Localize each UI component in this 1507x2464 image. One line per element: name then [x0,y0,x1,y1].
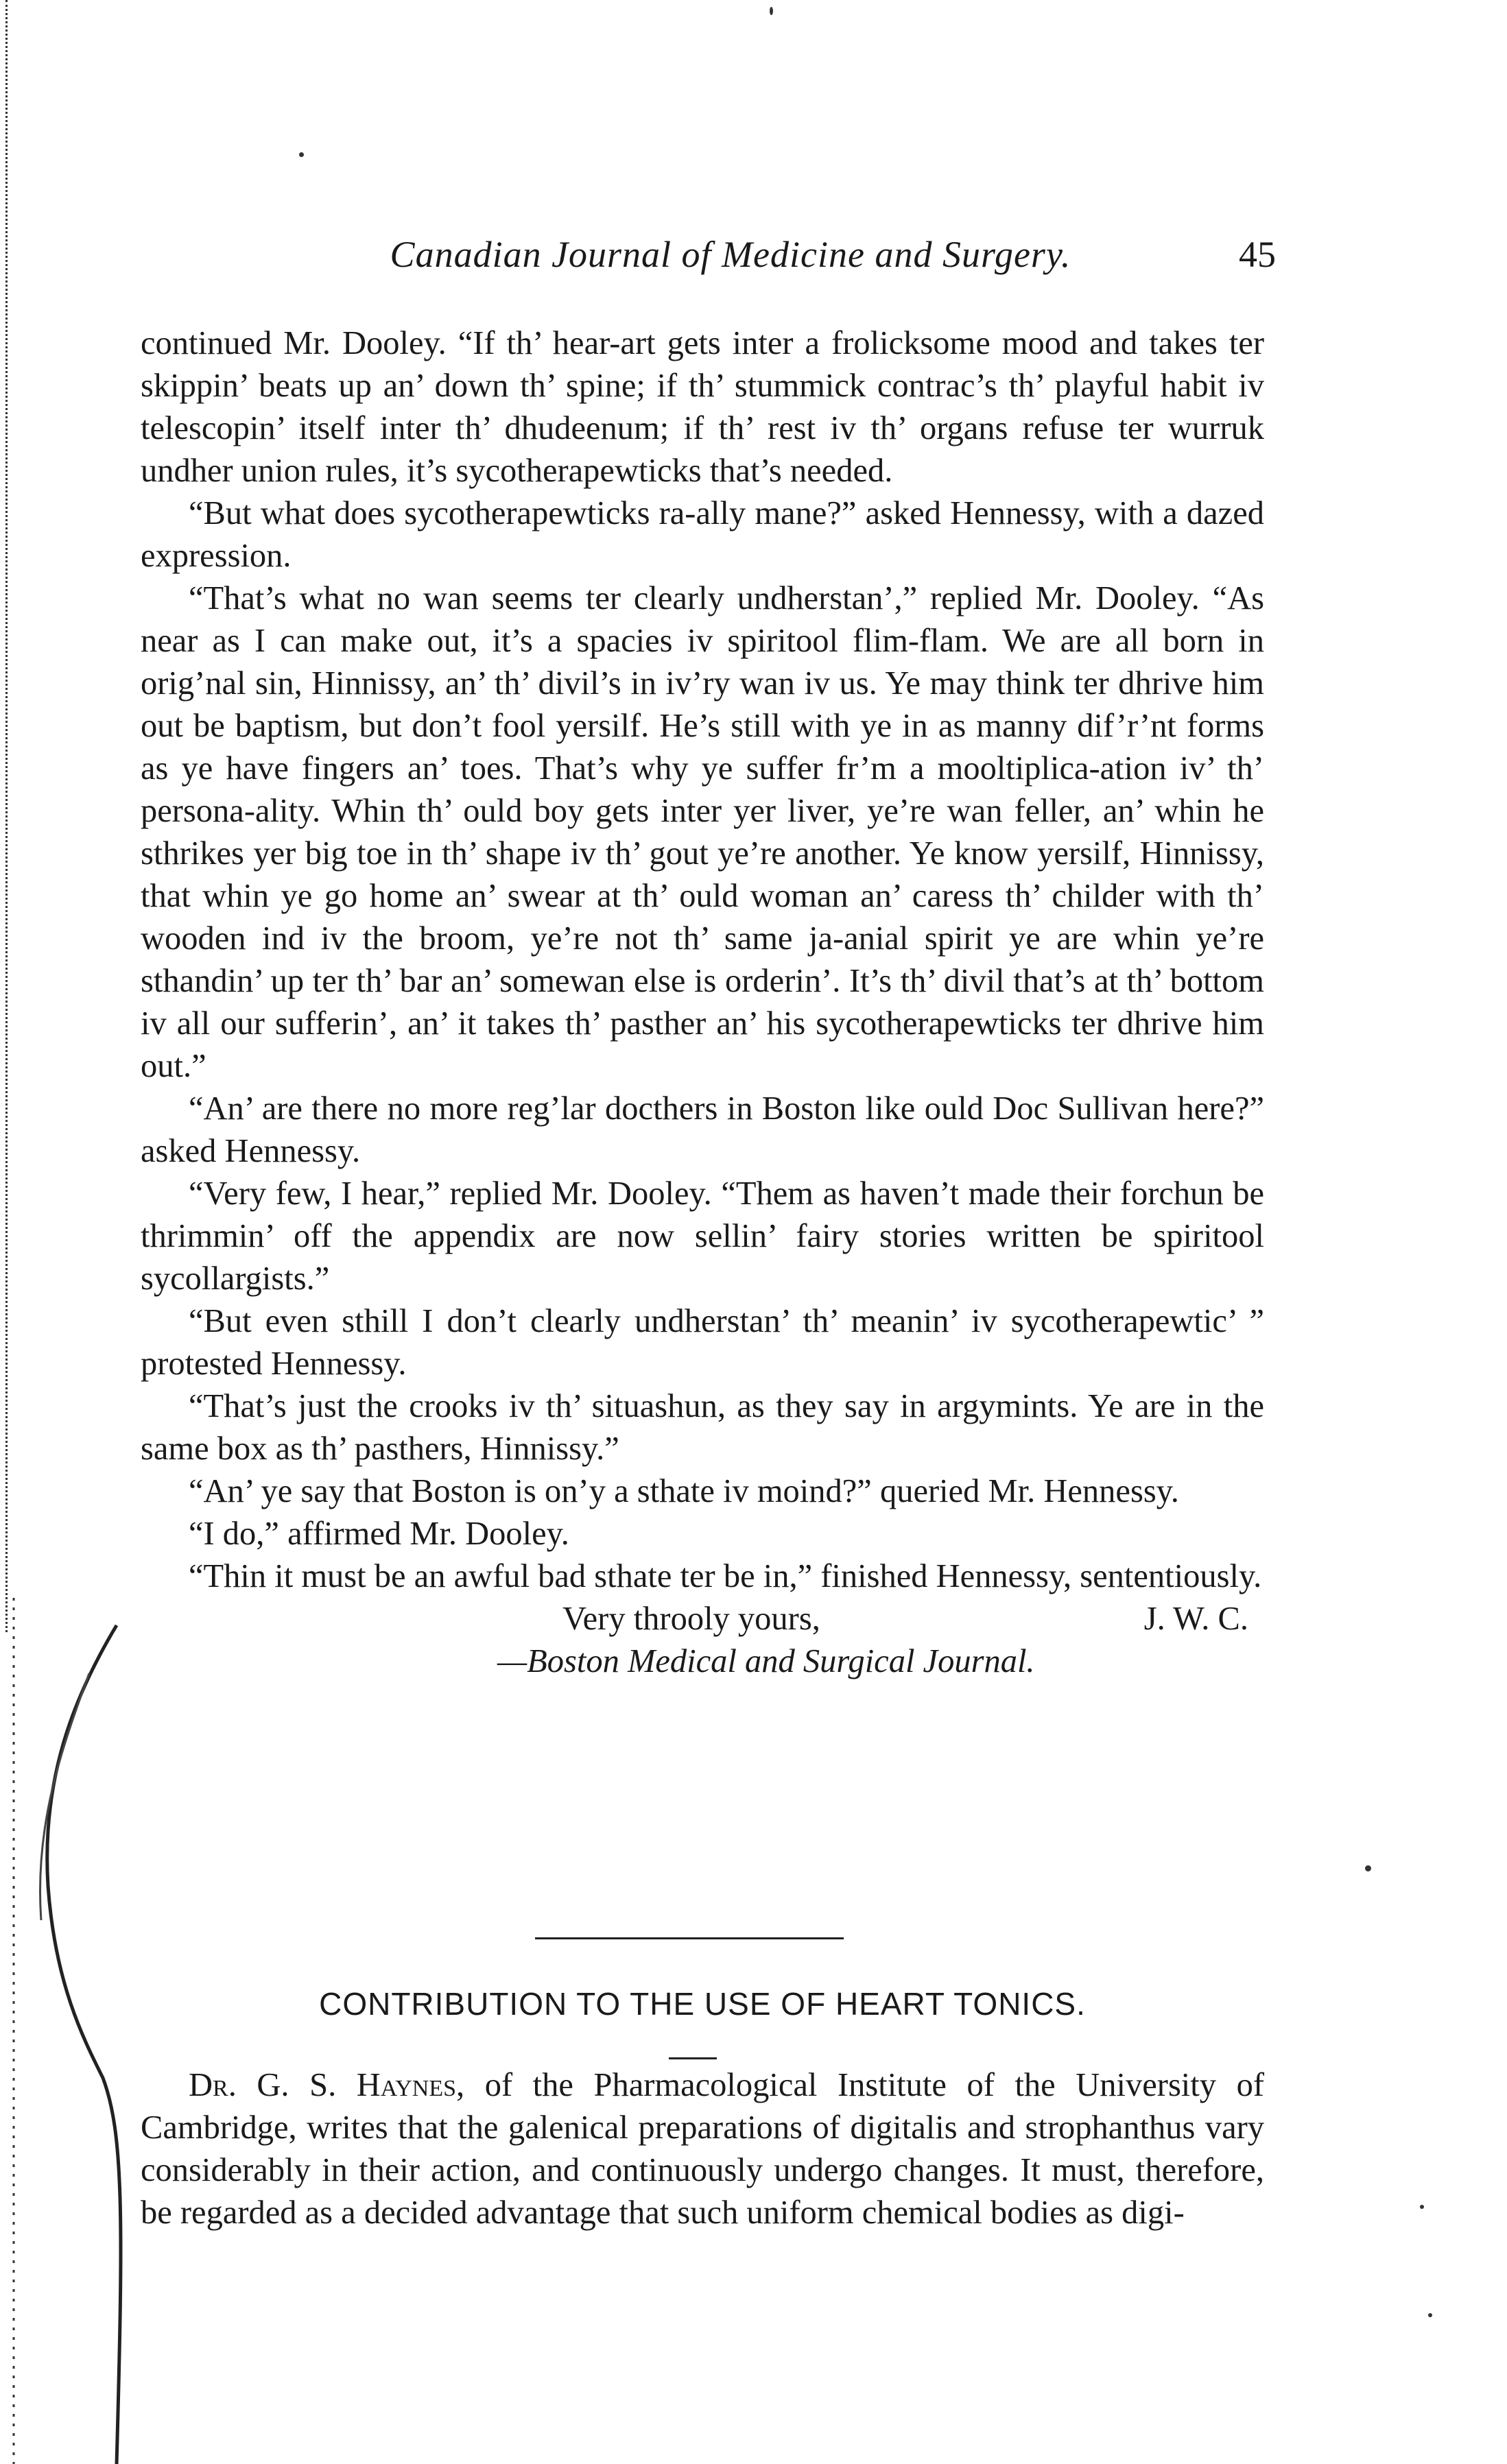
running-head [302,233,1276,288]
binding-edge [5,0,12,1632]
paragraph: “An’ are there no more reg’lar docthers in Boston like ould Doc Sullivan here?” asked Hennessy. [141,1090,1264,1169]
paragraph: “An’ ye say that Boston is on’y a sthate iv moind?” queried Mr. Hennessy. [189,1473,1179,1509]
paragraph: “Thin it must be an awful bad sthate ter be in,” finished Hennessy, sententiously. [189,1558,1262,1594]
running-title: Canadian Journal of Medicine and Surgery. [390,234,1071,275]
signature [562,1598,1248,1640]
article-paragraph [141,2064,1264,2234]
source-citation: —Boston Medical and Surgical Journal. [497,1643,1035,1679]
scan-speck [1365,1865,1371,1871]
scan-speck [770,7,773,15]
article-heading: CONTRIBUTION TO THE USE OF HEART TONICS. [319,1986,1086,2022]
scan-speck [1420,2205,1424,2209]
paragraph: “But even sthill I don’t clearly undherstan’ th’ meanin’ iv sycotherapewtic’ ” protested Hennessy. [141,1303,1264,1382]
page-number: 45 [1239,234,1276,275]
scan-speck [1428,2313,1432,2317]
author-name: Dr. G. S. Haynes [189,2067,457,2103]
letter-body [141,322,1264,1683]
signature-initials: J. W. C. [1143,1601,1248,1637]
paragraph: “Very few, I hear,” replied Mr. Dooley. “Them as haven’t made their forchun be thrimmin’ off the appendix are now sellin’ fairy stories written be spiritool sycollargists.” [141,1175,1264,1297]
signature-closing: Very throoly yours, [562,1601,820,1637]
paragraph: “But what does sycotherapewticks ra-ally mane?” asked Hennessy, with a dazed expression. [141,495,1264,574]
section-divider [535,1937,844,1939]
paragraph: “That’s what no wan seems ter clearly undherstan’,” replied Mr. Dooley. “As near as I can make out, it’s a spacies iv spiritool flim-flam. We are all born in orig’nal sin, Hinnissy, an’ th’ divil’s in iv’ry wan iv us. Ye may think ter dhrive him out be baptism, but don’t fool yersilf. He’s still with ye in as manny dif’r’nt forms as ye have fingers an’ toes. That’s why ye suffer fr’m a mooltiplica-ation iv’ th’ persona-ality. Whin th’ ould boy gets inter yer liver, ye’re wan feller, an’ whin he sthrikes yer big toe in th’ shape iv th’ gout ye’re another. Ye know yersilf, Hinnissy, that whin ye go home an’ swear at th’ ould woman an’ caress th’ childer with th’ wooden ind iv the broom, ye’re not th’ same ja-anial spirit ye are whin ye’re sthandin’ up ter th’ bar an’ somewan else is orderin’. It’s th’ divil that’s at th’ bottom iv all our sufferin’, an’ it takes th’ pasther an’ his sycotherapewticks ter dhrive him out.” [141,580,1264,1084]
article-body [141,2064,1264,2234]
binding-shadow [0,1598,178,2464]
article-paragraph-text: , of the Pharmacological Institute of the University of Cambridge, writes that the galenical preparations of digitalis and strophanthus vary considerably in their action, and continuously undergo changes. It must, therefore, be regarded as a decided advantage that such uniform chemical bodies as digi- [141,2067,1264,2231]
paragraph: “I do,” affirmed Mr. Dooley. [189,1516,569,1552]
paragraph: “That’s just the crooks iv th’ situashun, as they say in argymints. Ye are in the same box as th’ pasthers, Hinnissy.” [141,1388,1264,1467]
scan-speck [299,152,304,157]
paragraph: continued Mr. Dooley. “If th’ hear-art gets inter a frolicksome mood and takes ter skippin’ beats up an’ down th’ spine; if th’ stummick contrac’s th’ playful habit iv telescopin’ itself inter th’ dhudeenum; if th’ rest iv th’ organs refuse ter wurruk undher union rules, it’s sycotherapewticks that’s needed. [141,325,1264,489]
heading-underline [669,2057,717,2059]
